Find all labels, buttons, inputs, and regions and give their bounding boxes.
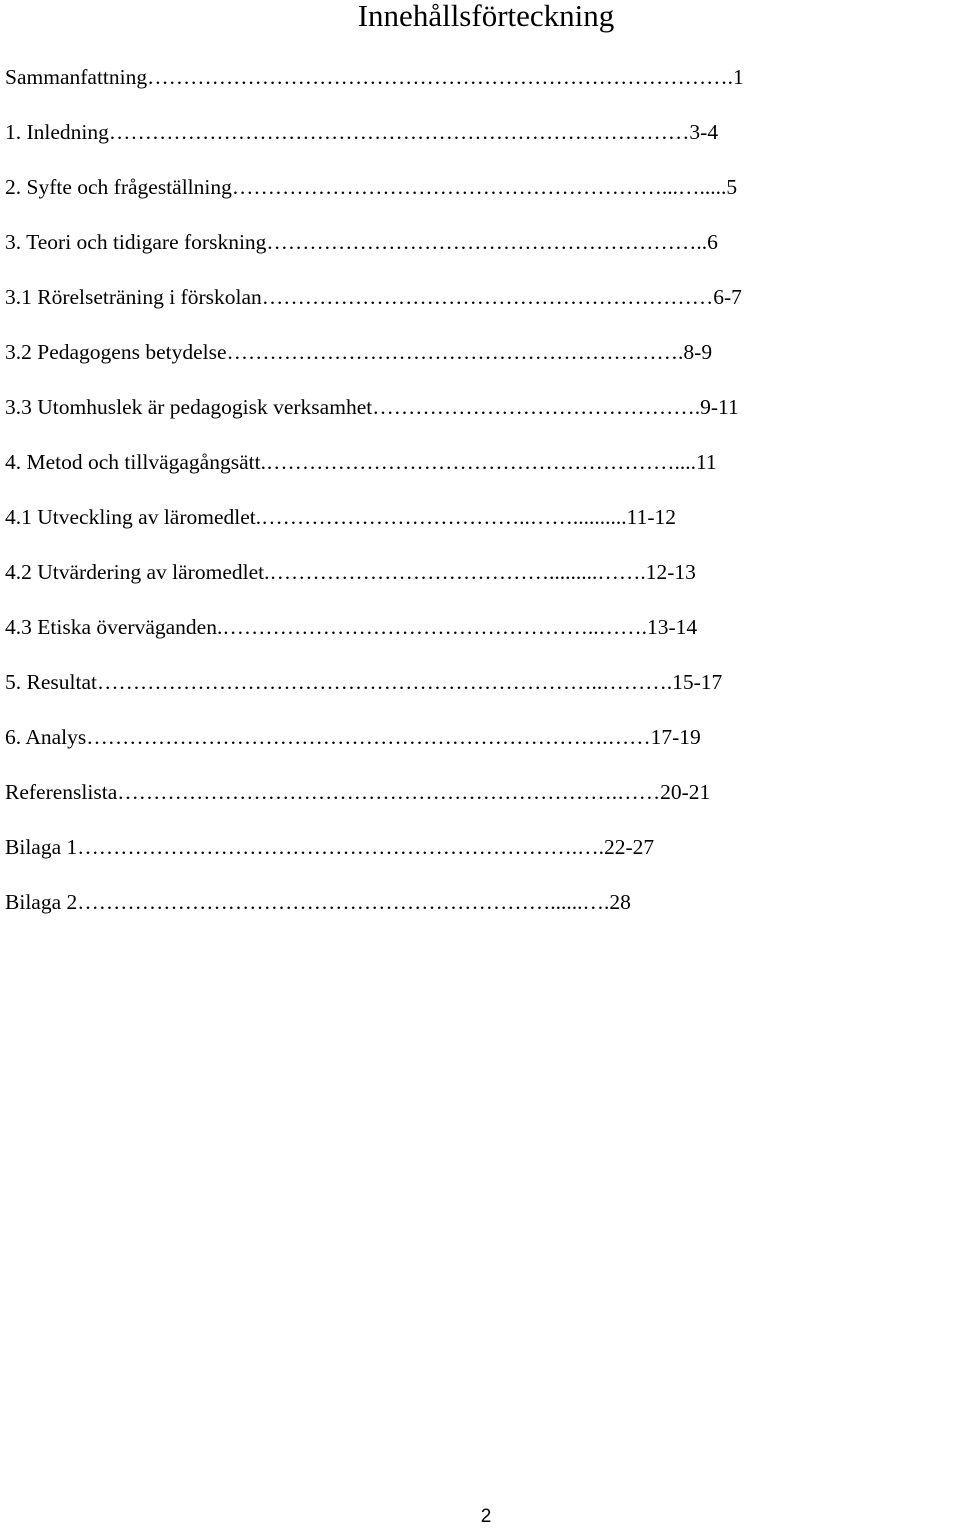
toc-entry-label: 3. Teori och tidigare forskning: [5, 230, 267, 254]
toc-entry: [5, 117, 955, 172]
table-of-contents: [5, 62, 955, 942]
toc-entry-label: Bilaga 2: [5, 890, 78, 914]
toc-entry: [5, 667, 955, 722]
toc-entry: [5, 62, 955, 117]
toc-entry-leader-page: …………………………………………………………….……20-21: [117, 780, 711, 804]
toc-entry: [5, 777, 955, 832]
toc-entry-label: 3.1 Rörelseträning i förskolan: [5, 285, 262, 309]
toc-entry-leader-page: ……………………………………………………………….……17-19: [86, 725, 701, 749]
toc-entry: [5, 447, 955, 502]
toc-entry-leader-page: .………………………………….........…….12-13: [264, 560, 696, 584]
toc-entry-label: 1. Inledning: [5, 120, 109, 144]
toc-entry-leader-page: ………………………………………………………………………3-4: [108, 120, 719, 144]
toc-entry-label: 3.3 Utomhuslek är pedagogisk verksamhet: [5, 395, 373, 419]
toc-entry-label: Referenslista: [5, 780, 118, 804]
toc-entry-label: 4. Metod och tillvägagångsätt: [5, 450, 261, 474]
toc-entry-label: 2. Syfte och frågeställning: [5, 175, 232, 199]
toc-entry-leader-page: ……………………………………….9-11: [372, 395, 739, 419]
toc-entry-label: 5. Resultat: [5, 670, 97, 694]
toc-entry: [5, 392, 955, 447]
page-title: Innehållsförteckning: [357, 0, 615, 33]
toc-entry-leader-page: …………………………………………………………......….28: [77, 890, 631, 914]
toc-entry-leader-page: …………………………………………………………….….22-27: [77, 835, 655, 859]
toc-entry-leader-page: .……………………………………………..…….13-14: [216, 615, 698, 639]
toc-entry: [5, 612, 955, 667]
toc-entry-leader-page: ……………………………………………………….8-9: [226, 340, 713, 364]
toc-entry-leader-page: ……………………………………………………..6: [266, 230, 718, 254]
toc-entry-label: 4.1 Utveckling av läromedlet: [5, 505, 256, 529]
toc-entry-label: 4.2 Utvärdering av läromedlet: [5, 560, 265, 584]
toc-entry: [5, 887, 955, 942]
toc-entry-label: Bilaga 1: [5, 835, 78, 859]
toc-entry-label: 6. Analys: [5, 725, 87, 749]
toc-entry-leader-page: .…………………………………………………....11: [260, 450, 717, 474]
toc-entry: [5, 832, 955, 887]
page-number: 2: [480, 1506, 492, 1527]
toc-entry-leader-page: ……………………………………………………………………….1: [147, 65, 744, 89]
toc-entry: [5, 227, 955, 282]
toc-entry: [5, 722, 955, 777]
toc-entry-leader-page: ………………………………………………………6-7: [261, 285, 742, 309]
toc-entry: [5, 172, 955, 227]
toc-entry-label: 4.3 Etiska överväganden: [5, 615, 217, 639]
toc-entry-label: 3.2 Pedagogens betydelse: [5, 340, 227, 364]
toc-entry: [5, 282, 955, 337]
toc-entry: [5, 502, 955, 557]
toc-entry-leader-page: ……………………………………………………………..……….15-17: [96, 670, 723, 694]
toc-entry: [5, 557, 955, 612]
toc-entry-label: Sammanfattning: [5, 65, 148, 89]
toc-entry-leader-page: .………………………………..……..........11-12: [255, 505, 677, 529]
toc-entry: [5, 337, 955, 392]
toc-entry-leader-page: ……………………………………………………...….....5: [231, 175, 738, 199]
